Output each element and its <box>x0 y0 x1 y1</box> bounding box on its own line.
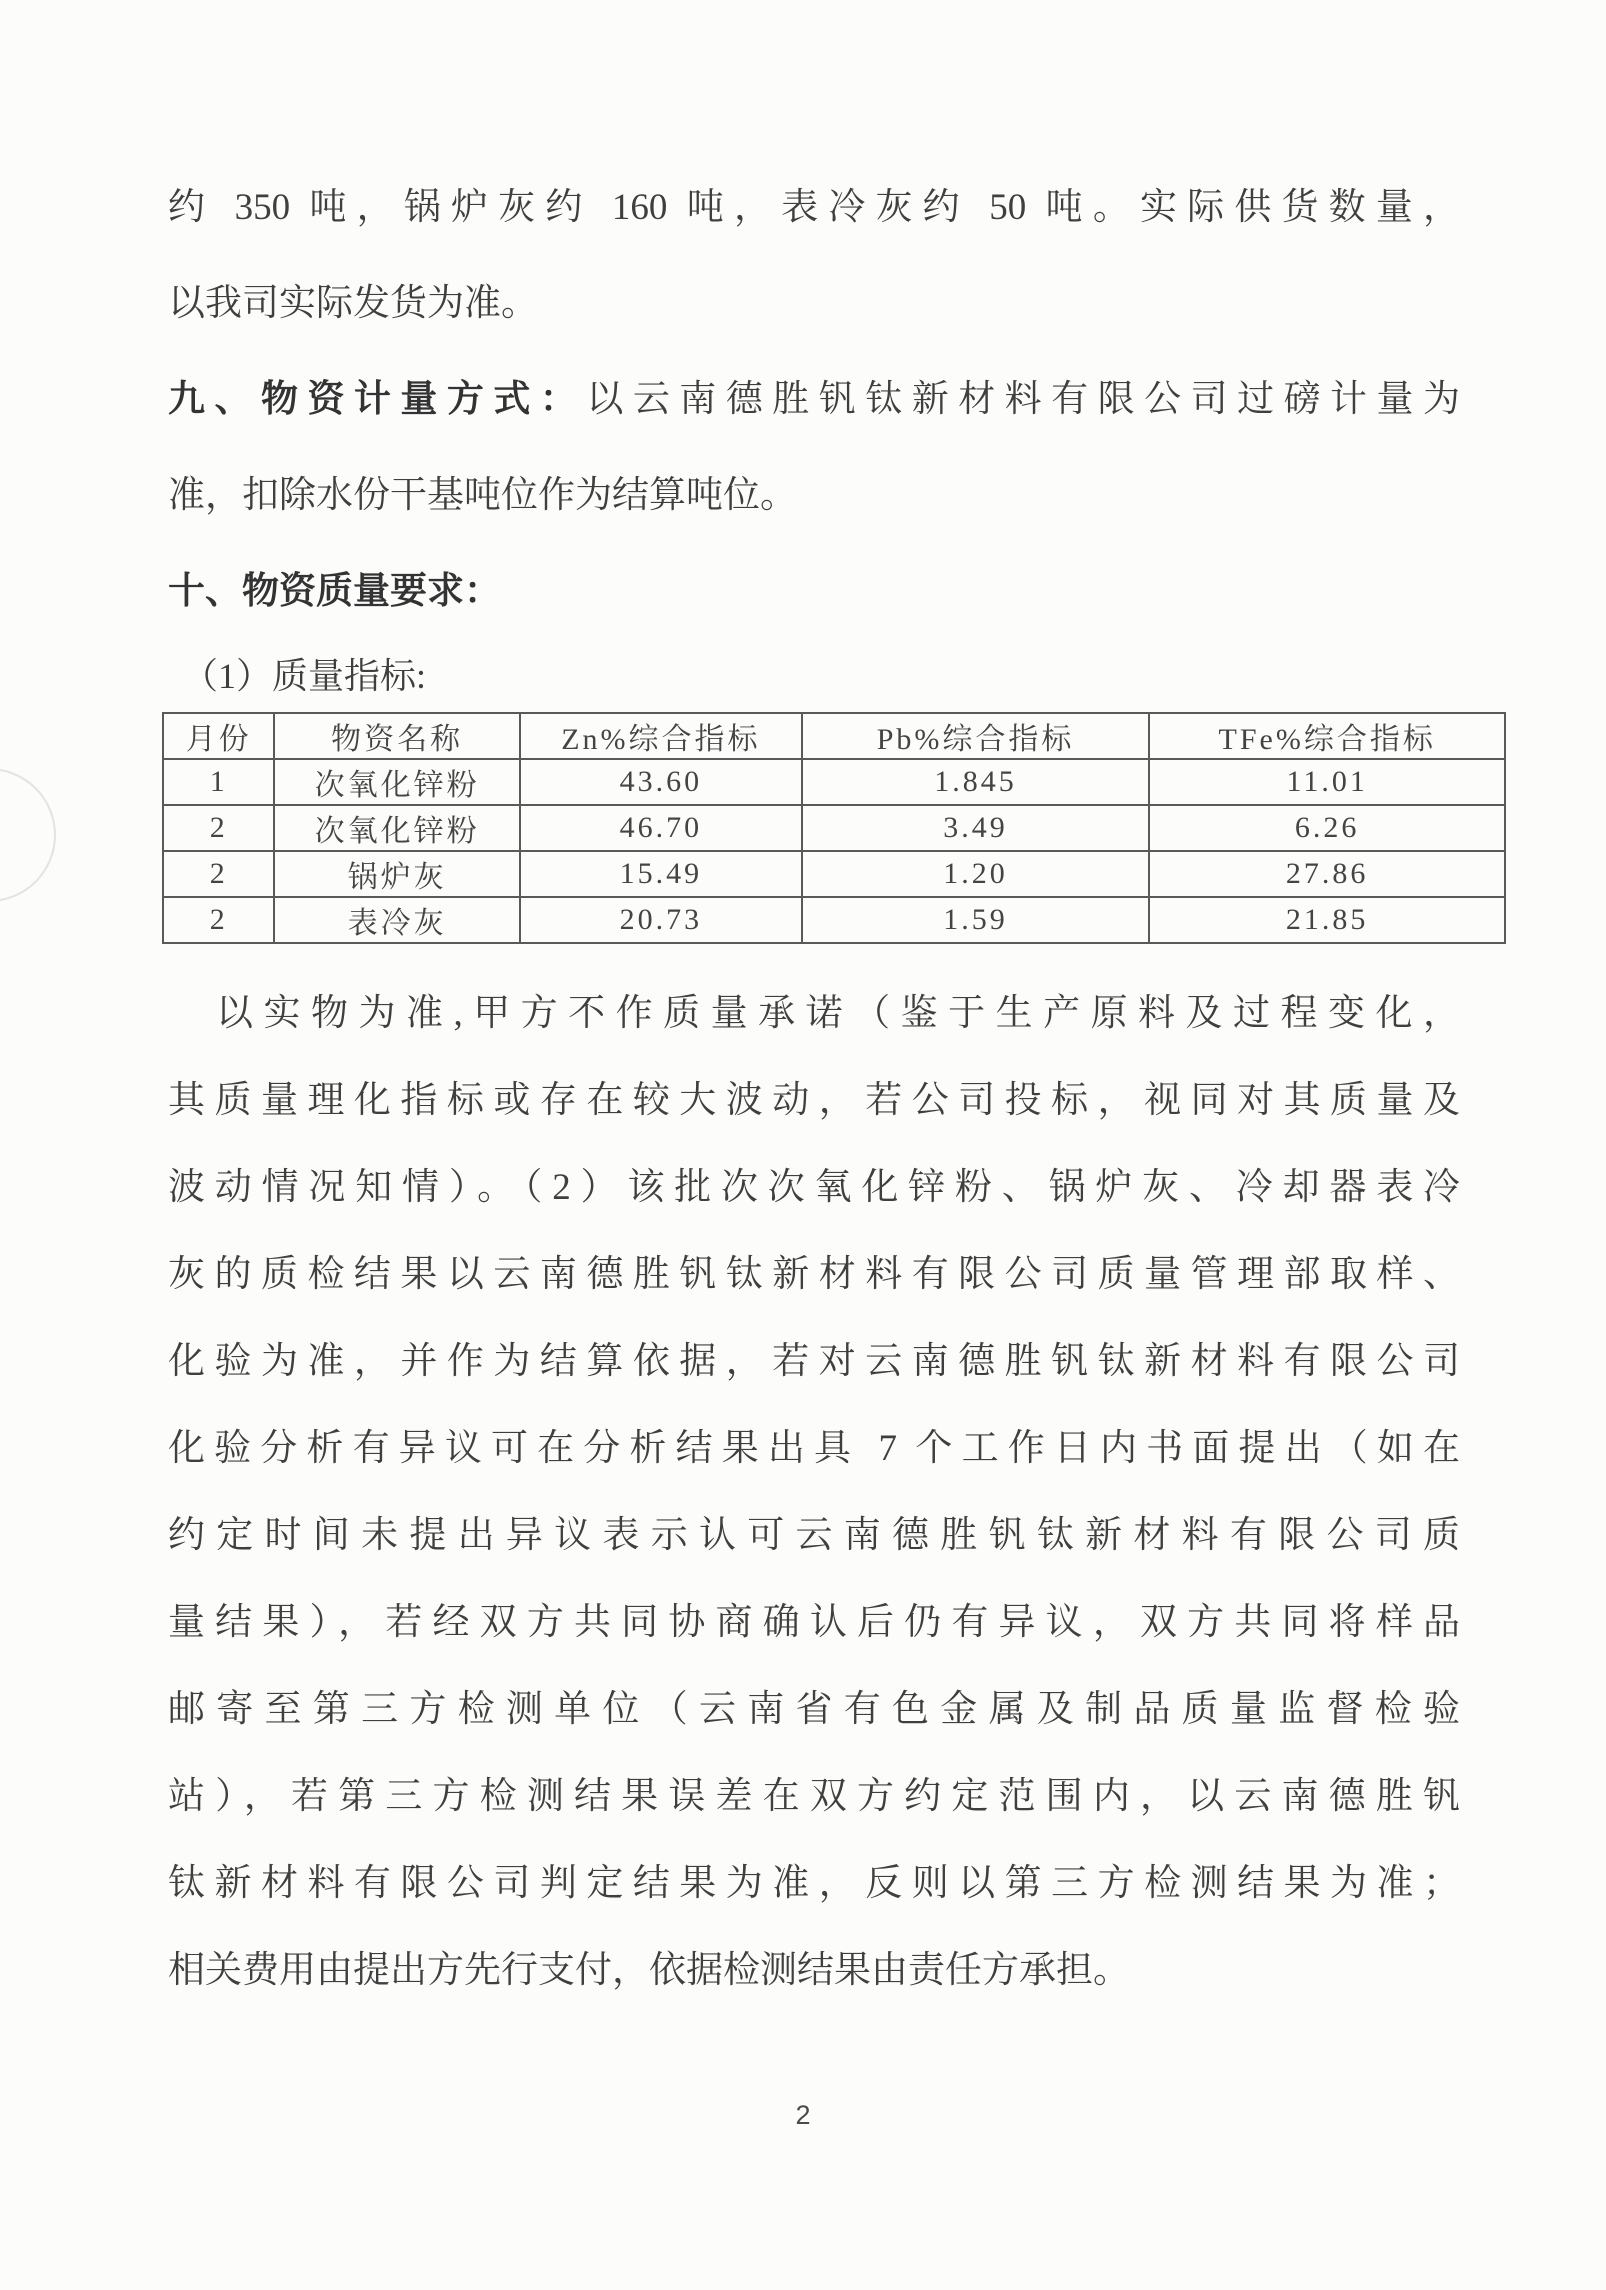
paragraph-line: 灰的质检结果以云南德胜钒钛新材料有限公司质量管理部取样、 <box>168 1254 1460 1295</box>
cell-material: 次氧化锌粉 <box>274 759 520 805</box>
paragraph-line: 钛新材料有限公司判定结果为准，反则以第三方检测结果为准； <box>168 1863 1460 1904</box>
header-month: 月份 <box>163 713 274 759</box>
quality-index-label: （1）质量指标: <box>182 656 427 696</box>
quality-terms-paragraph <box>168 970 1460 2014</box>
cell-material: 次氧化锌粉 <box>274 805 520 851</box>
section-10-heading: 十、物资质量要求： <box>168 571 501 612</box>
table-row <box>163 759 1505 805</box>
cell-pb: 1.845 <box>802 759 1150 805</box>
cell-month: 2 <box>163 897 274 943</box>
cell-zn: 43.60 <box>520 759 802 805</box>
cell-material: 锅炉灰 <box>274 851 520 897</box>
cell-month: 1 <box>163 759 274 805</box>
section-9-heading: 九、物资计量方式： <box>168 379 587 420</box>
header-material: 物资名称 <box>274 713 520 759</box>
header-tfe: TFe%综合指标 <box>1149 713 1505 759</box>
table-row <box>163 897 1505 943</box>
table-row <box>163 851 1505 897</box>
intro-line-2: 以我司实际发货为准。 <box>168 283 538 324</box>
cell-pb: 1.59 <box>802 897 1150 943</box>
header-pb: Pb%综合指标 <box>802 713 1150 759</box>
paragraph-line: 约定时间未提出异议表示认可云南德胜钒钛新材料有限公司质 <box>168 1515 1460 1556</box>
cell-zn: 46.70 <box>520 805 802 851</box>
table-row <box>163 805 1505 851</box>
page-number: 2 <box>795 2100 811 2130</box>
section-9-line-1 <box>168 352 1460 448</box>
cell-month: 2 <box>163 805 274 851</box>
section-9-line-2: 准，扣除水份干基吨位作为结算吨位。 <box>168 475 797 516</box>
paragraph-line: 波动情况知情）。（2）该批次次氧化锌粉、锅炉灰、冷却器表冷 <box>168 1167 1460 1208</box>
cell-tfe: 27.86 <box>1149 851 1505 897</box>
cell-tfe: 11.01 <box>1149 759 1505 805</box>
paragraph-line: 量结果），若经双方共同协商确认后仍有异议，双方共同将样品 <box>168 1602 1460 1643</box>
paragraph-line: 站），若第三方检测结果误差在双方约定范围内，以云南德胜钒 <box>168 1776 1460 1817</box>
intro-line-1: 约 350 吨，锅炉灰约 160 吨，表冷灰约 50 吨。实际供货数量， <box>168 187 1460 228</box>
cell-tfe: 6.26 <box>1149 805 1505 851</box>
paragraph-line: 化验分析有异议可在分析结果出具 7 个工作日内书面提出（如在 <box>168 1428 1460 1469</box>
paragraph-line: 以实物为准,甲方不作质量承诺（鉴于生产原料及过程变化， <box>216 993 1460 1034</box>
table-header-row <box>163 713 1505 759</box>
cell-zn: 15.49 <box>520 851 802 897</box>
header-zn: Zn%综合指标 <box>520 713 802 759</box>
document-body <box>168 160 1460 2014</box>
paragraph-line: 相关费用由提出方先行支付，依据检测结果由责任方承担。 <box>168 1950 1130 1991</box>
paragraph-line: 邮寄至第三方检测单位（云南省有色金属及制品质量监督检验 <box>168 1689 1460 1730</box>
cell-tfe: 21.85 <box>1149 897 1505 943</box>
quality-index-table <box>162 712 1506 944</box>
paragraph-line: 化验为准，并作为结算依据，若对云南德胜钒钛新材料有限公司 <box>168 1341 1460 1382</box>
section-9-text: 以云南德胜钒钛新材料有限公司过磅计量为 <box>586 379 1461 420</box>
cell-month: 2 <box>163 851 274 897</box>
stamp-arc <box>0 768 56 902</box>
cell-material: 表冷灰 <box>274 897 520 943</box>
paragraph-line: 其质量理化指标或存在较大波动，若公司投标，视同对其质量及 <box>168 1080 1460 1121</box>
cell-zn: 20.73 <box>520 897 802 943</box>
cell-pb: 1.20 <box>802 851 1150 897</box>
cell-pb: 3.49 <box>802 805 1150 851</box>
